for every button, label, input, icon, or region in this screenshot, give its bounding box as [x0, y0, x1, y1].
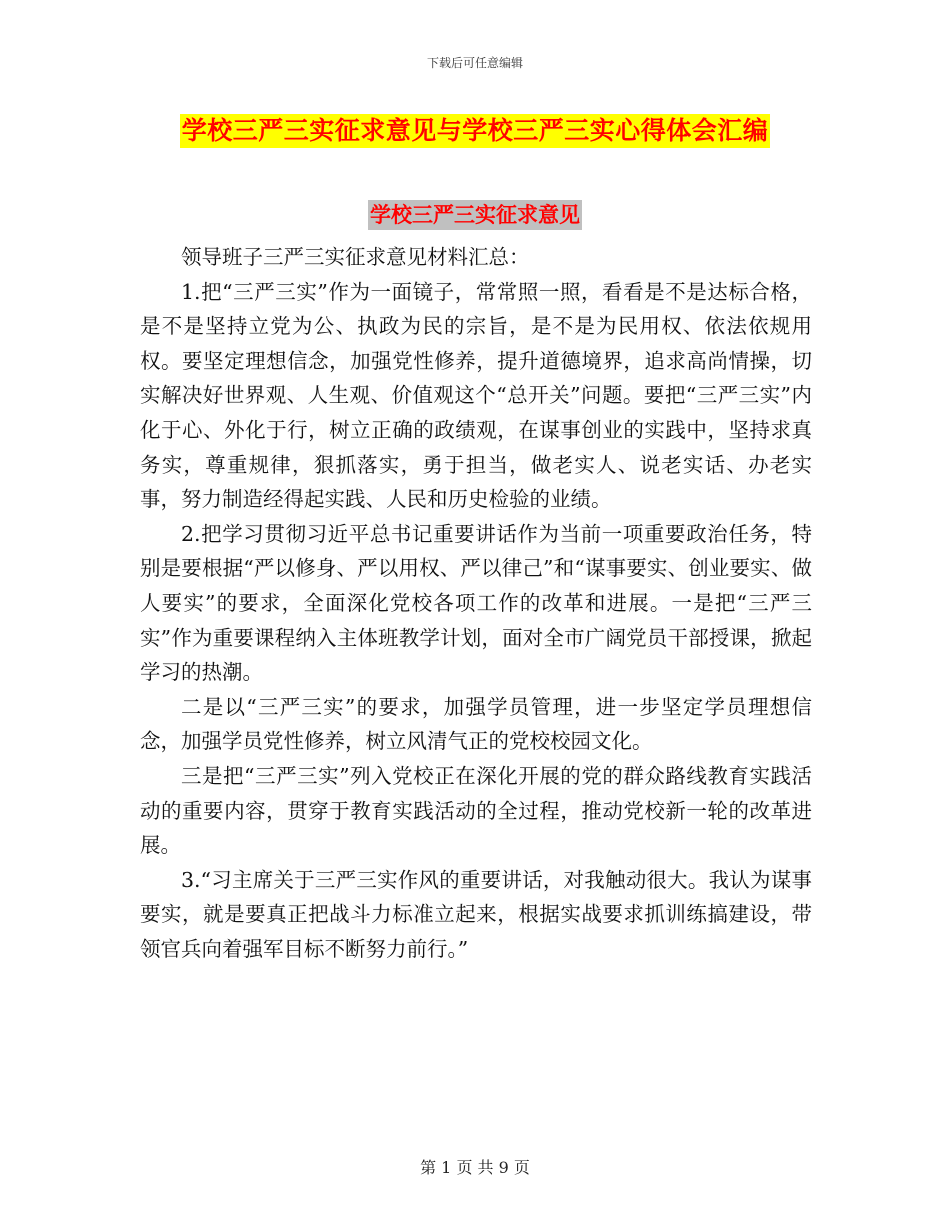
paragraph-item-2: 2.把学习贯彻习近平总书记重要讲话作为当前一项重要政治任务，特别是要根据“严以修身、严以用权、严以律己”和“谋事要实、创业要实、做人要实”的要求，全面深化党校各项工作的改革和进展。一是把“三严三实”作为重要课程纳入主体班教学计划，面对全市广阔党员干部授课，掀起学习的热潮。 — [140, 521, 812, 685]
document-title-container — [0, 114, 950, 148]
page-header-note: 下载后可任意编辑 — [426, 56, 523, 70]
paragraph-intro: 领导班子三严三实征求意见材料汇总： — [181, 245, 530, 269]
document-body — [140, 240, 812, 966]
paragraph-item-1: 1.把“三严三实”作为一面镜子，常常照一照，看看是不是达标合格，是不是坚持立党为公、执政为民的宗旨，是不是为民用权、依法依规用权。要坚定理想信念，加强党性修养，提升道德境界，追求高尚情操，切实解决好世界观、人生观、价值观这个“总开关”问题。要把“三严三实”内化于心、外化于行，树立正确的政绩观，在谋事创业的实践中，坚持求真务实，尊重规律，狠抓落实，勇于担当，做老实人、说老实话、办老实事，努力制造经得起实践、人民和历史检验的业绩。 — [140, 279, 812, 512]
paragraph-item-2-second: 二是以“三严三实”的要求，加强学员管理，进一步坚定学员理想信念，加强学员党性修养，树立风清气正的党校校园文化。 — [140, 694, 812, 754]
document-title: 学校三严三实征求意见与学校三严三实心得体会汇编 — [180, 114, 771, 148]
section-title: 学校三严三实征求意见 — [368, 200, 582, 230]
page-number: 第 1 页 共 9 页 — [420, 1158, 530, 1177]
paragraph-item-2-third: 三是把“三严三实”列入党校正在深化开展的党的群众路线教育实践活动的重要内容，贯穿于教育实践活动的全过程，推动党校新一轮的改革进展。 — [140, 763, 812, 858]
paragraph-item-3: 3.“习主席关于三严三实作风的重要讲话，对我触动很大。我认为谋事要实，就是要真正把战斗力标准立起来，根据实战要求抓训练搞建设，带领官兵向着强军目标不断努力前行。” — [140, 867, 812, 961]
section-title-container — [0, 200, 950, 230]
